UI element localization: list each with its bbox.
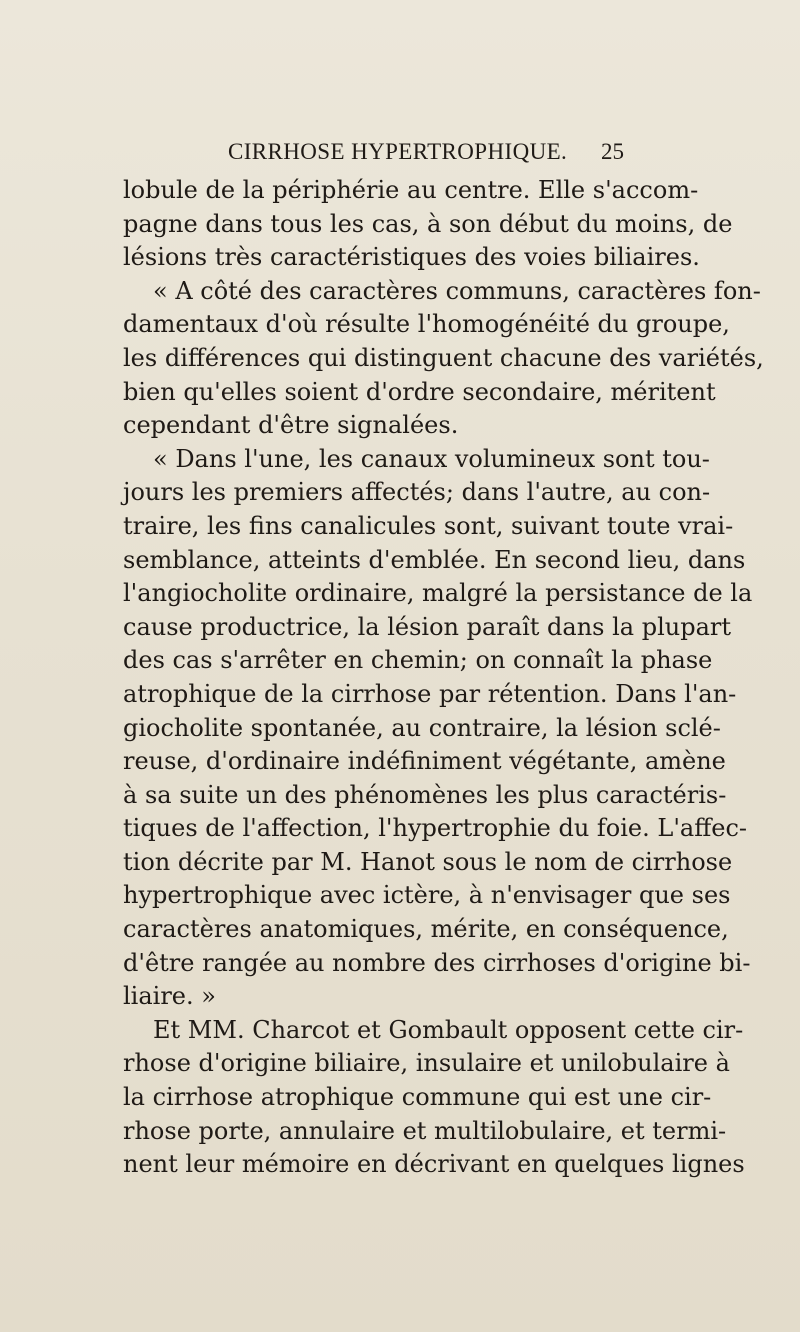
- text-line: l'angiocholite ordinaire, malgré la persistance de la: [123, 579, 753, 608]
- text-line: des cas s'arrêter en chemin; on connaît la phase: [123, 646, 713, 675]
- text-line: les différences qui distinguent chacune des variétés,: [123, 343, 764, 372]
- text-line: lobule de la périphérie au centre. Elle s'accom-: [123, 176, 699, 204]
- text-line: jours les premiers affectés; dans l'autre, au con-: [123, 478, 711, 507]
- text-line: « A côté des caractères communs, caractères fon-: [153, 276, 761, 305]
- text-line: à sa suite un des phénomènes les plus caractéris-: [123, 780, 727, 809]
- text-line: reuse, d'ordinaire indéfiniment végétante, amène: [123, 747, 726, 776]
- text-line: rhose d'origine biliaire, insulaire et unilobulaire à: [123, 1049, 730, 1078]
- text-line: bien qu'elles soient d'ordre secondaire, méritent: [123, 377, 716, 406]
- text-line: nent leur mémoire en décrivant en quelques lignes: [123, 1150, 745, 1179]
- text-line: damentaux d'où résulte l'homogénéité du groupe,: [123, 310, 730, 339]
- text-line: pagne dans tous les cas, à son début du moins, de: [123, 209, 733, 238]
- text-line: cependant d'être signalées.: [123, 411, 459, 440]
- page-number: 25: [601, 139, 624, 164]
- text-line: tiques de l'affection, l'hypertrophie du foie. L'affec-: [123, 814, 748, 843]
- text-line: semblance, atteints d'emblée. En second lieu, dans: [123, 545, 746, 574]
- body-text: [123, 174, 764, 1182]
- text-line: giocholite spontanée, au contraire, la lésion sclé-: [123, 713, 721, 742]
- text-line: d'être rangée au nombre des cirrhoses d'origine bi-: [123, 948, 751, 977]
- text-line: hypertrophique avec ictère, à n'envisager que ses: [123, 881, 731, 910]
- text-line: lésions très caractéristiques des voies biliaires.: [123, 243, 700, 272]
- text-line: caractères anatomiques, mérite, en conséquence,: [123, 915, 729, 944]
- text-line: tion décrite par M. Hanot sous le nom de cirrhose: [123, 847, 733, 876]
- text-line: traire, les fins canalicules sont, suivant toute vrai-: [123, 511, 734, 540]
- running-title: CIRRHOSE HYPERTROPHIQUE.: [228, 139, 568, 164]
- text-line: la cirrhose atrophique commune qui est une cir-: [123, 1083, 712, 1112]
- text-line: atrophique de la cirrhose par rétention. Dans l'an-: [123, 679, 737, 708]
- text-line: cause productrice, la lésion paraît dans la plupart: [123, 612, 731, 641]
- text-line: Et MM. Charcot et Gombault opposent cette cir-: [153, 1015, 744, 1044]
- running-header: [228, 137, 624, 167]
- text-line: liaire. »: [123, 982, 216, 1011]
- text-line: rhose porte, annulaire et multilobulaire, et termi-: [123, 1116, 727, 1145]
- text-line: « Dans l'une, les canaux volumineux sont tou-: [153, 444, 710, 473]
